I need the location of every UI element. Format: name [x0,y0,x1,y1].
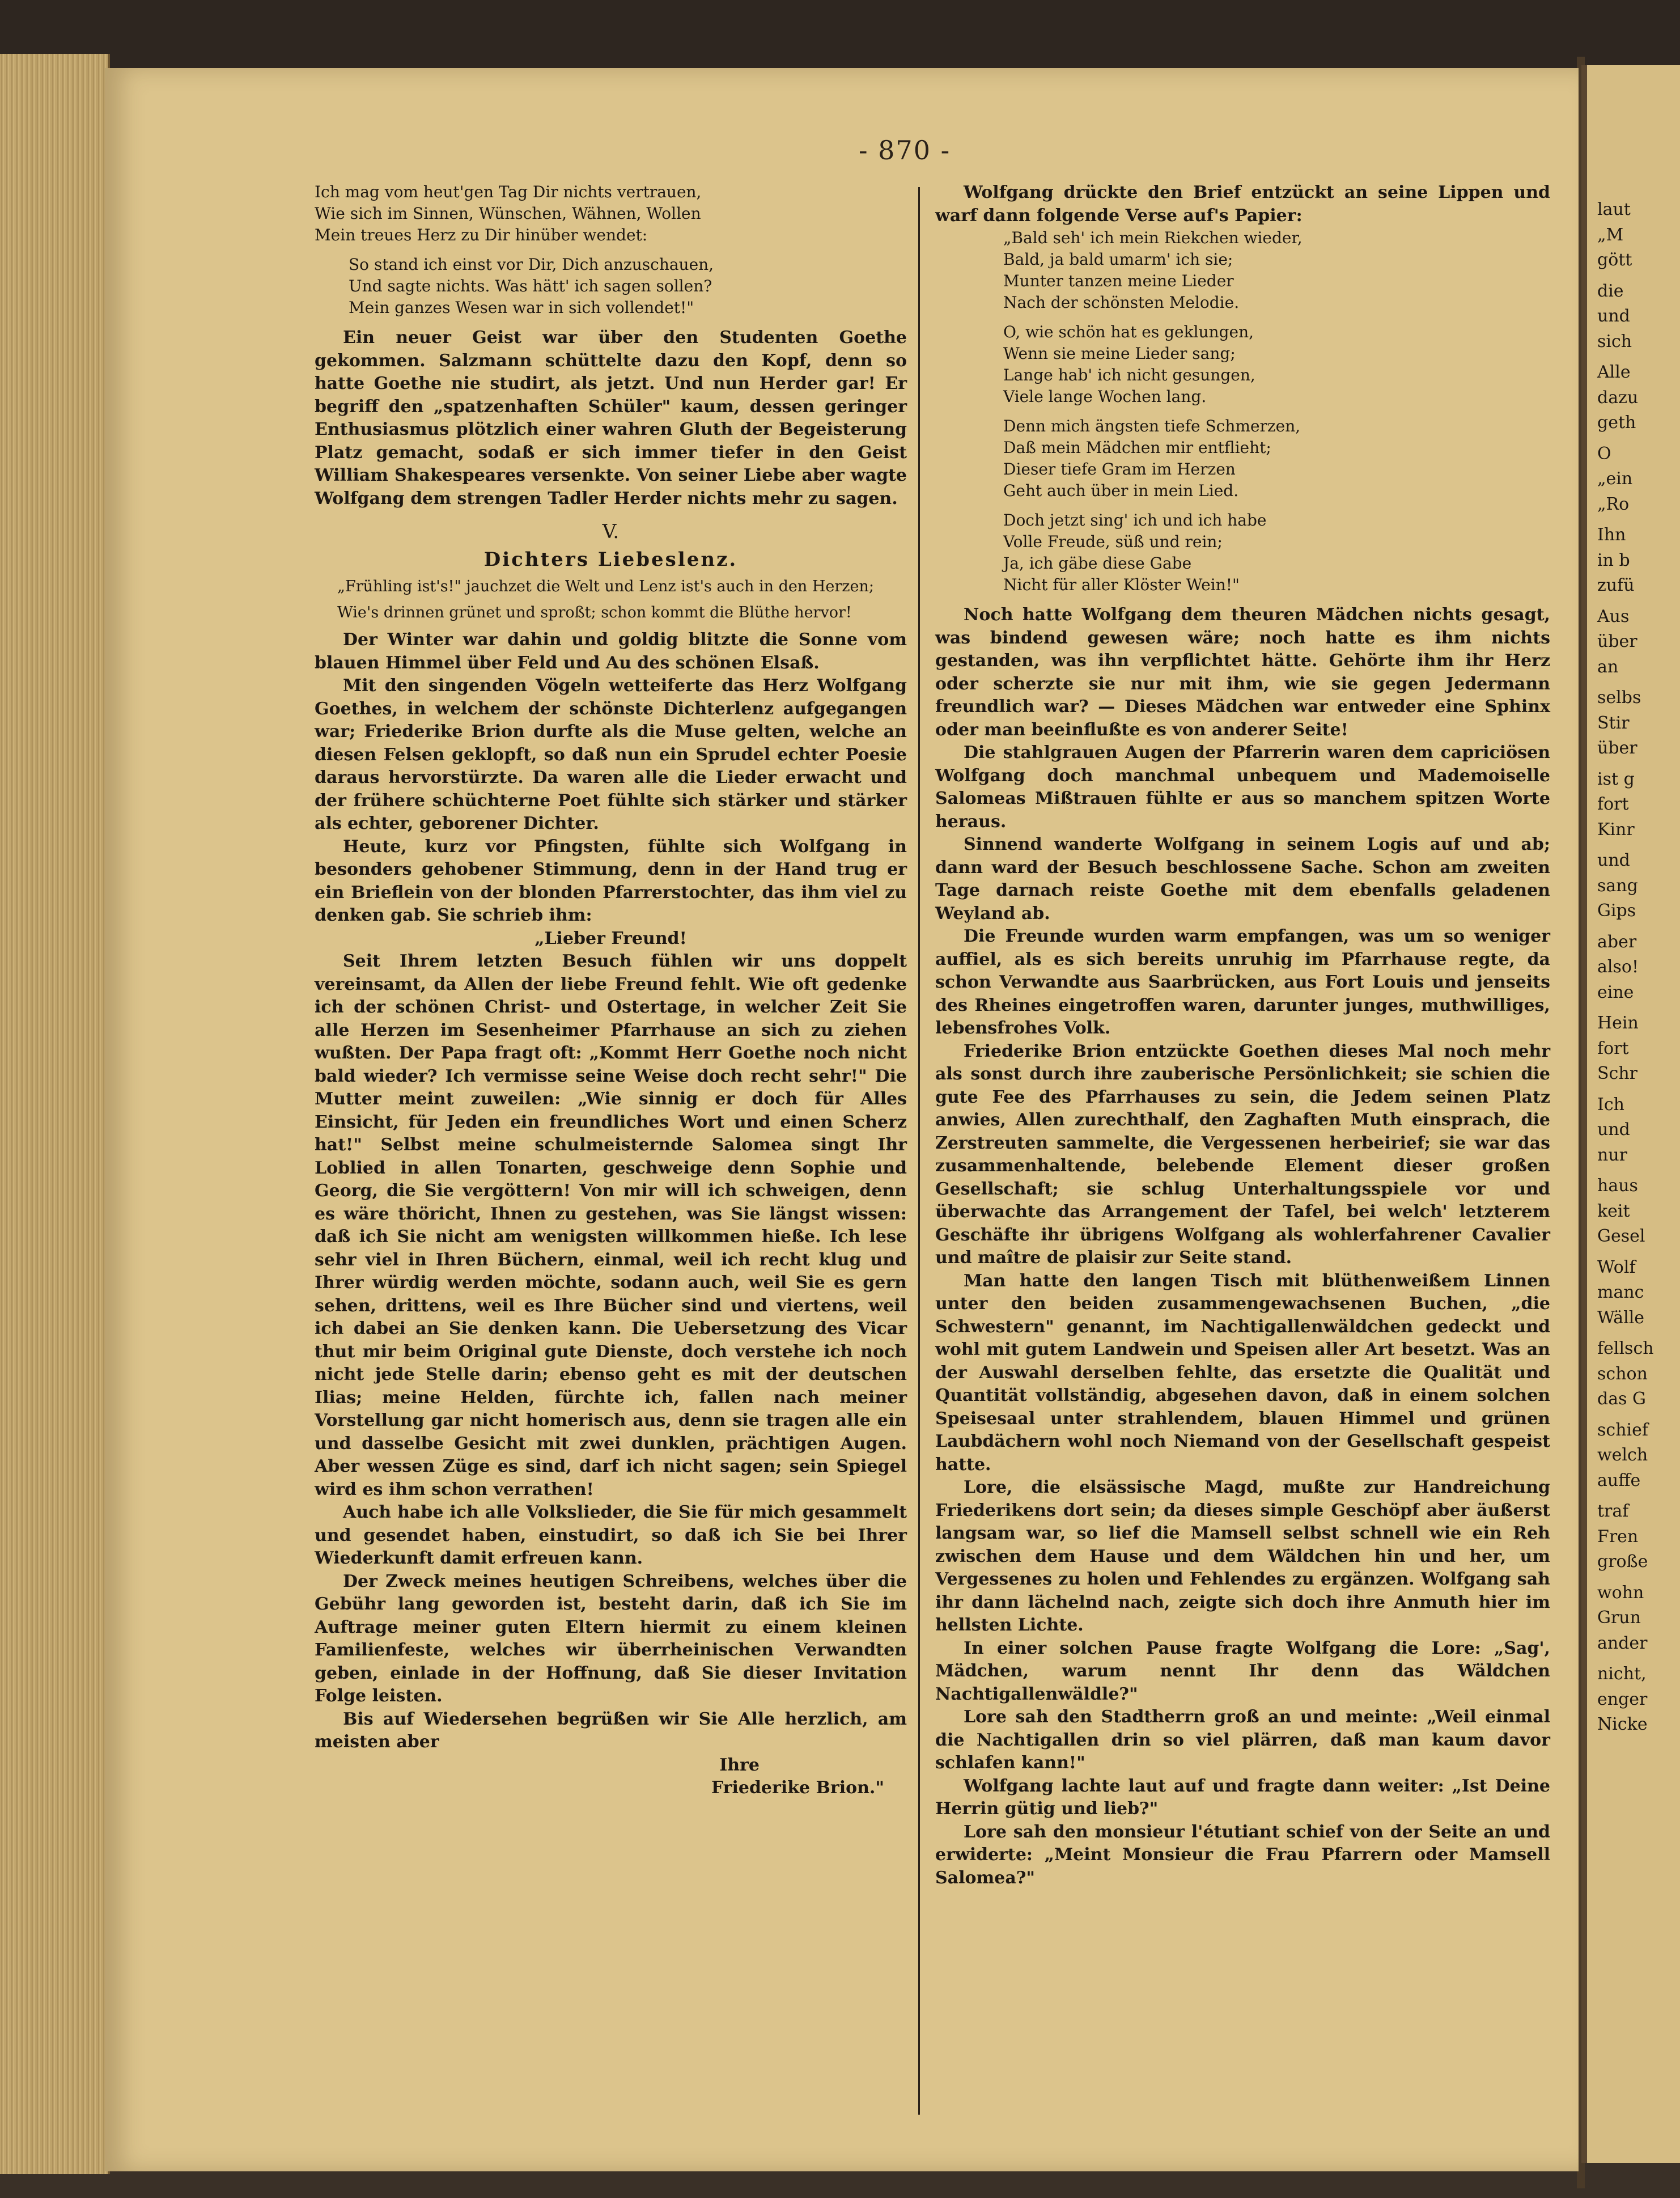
next-page-fragment: die [1597,281,1624,301]
next-page-fragment: Ich [1597,1094,1624,1115]
next-page-fragment: Gesel [1597,1226,1645,1246]
letter-salutation: „Lieber Freund! [534,928,687,948]
next-page-fragment: keit [1597,1201,1630,1221]
next-page-fragment: Kinr [1597,819,1635,840]
next-page-fragment: Ihn [1597,525,1626,545]
next-page-fragment: und [1597,1120,1630,1140]
next-page-fragment: O [1597,443,1611,464]
verse-line: Mein ganzes Wesen war in sich vollendet!" [349,298,694,317]
next-page-fragment: haus [1597,1176,1638,1196]
next-page-fragment: „Ro [1597,494,1630,514]
paragraph: Sinnend wanderte Wolfgang in seinem Logis auf und ab; dann ward der Besuch beschlossene Sache. Schon am zweiten Tage darnach reiste Goethe mit dem ebenfalls geladenen Weyland ab. [935,835,1550,924]
next-page-fragment: ander [1597,1633,1648,1653]
left-column [315,181,907,1800]
next-page-fragment: also! [1597,957,1639,977]
next-page-fragment: „M [1597,225,1624,245]
verse-line: Ja, ich gäbe diese Gabe [1003,554,1192,573]
verse-line: Viele lange Wochen lang. [1003,387,1207,406]
paragraph: Wolfgang lachte laut auf und fragte dann weiter: „Ist Deine Herrin gütig und lieb?" [935,1776,1550,1819]
verse-line: Wenn sie meine Lieder sang; [1003,344,1236,363]
next-page-fragment: Aus [1597,606,1630,626]
verse-line: Wie sich im Sinnen, Wünschen, Wähnen, Wollen [315,204,701,223]
next-page-fragment: Stir [1597,713,1630,733]
paragraph: Mit den singenden Vögeln wetteiferte das Herz Wolfgang Goethes, in welchem der schönste Dichterlenz aufgegangen war; Friederike Brion durfte als die Muse gelten, welche an diesen Felsen geklopft, so daß nun ein Sprudel echter Poesie daraus hervorstürzte. Da waren alle die Lieder erwacht und der frühere schüchterne Poet fühlte sich stärker und stärker als echter, geborener Dichter. [315,676,907,833]
next-page-fragment: Gips [1597,901,1636,921]
verse-line: Und sagte nichts. Was hätt' ich sagen sollen? [349,277,712,295]
next-page-fragment: an [1597,657,1619,677]
next-page-fragment: sich [1597,331,1632,351]
next-page-fragment: Nicke [1597,1714,1648,1734]
letter-paragraph: Der Zweck meines heutigen Schreibens, welches über die Gebühr lang geworden ist, besteht darin, daß ich Sie im Auftrage meiner guten Eltern hiermit zu einem kleinen Familienfeste, welches wir überrheinischen Verwandten geben, einlade in der Hoffnung, daß Sie dieser Invitation Folge leisten. [315,1571,907,1706]
next-page-fragment: laut [1597,200,1631,219]
next-page-fragment: fellsch [1597,1339,1654,1358]
verse-line: Volle Freude, süß und rein; [1003,532,1223,551]
verse-line: Dieser tiefe Gram im Herzen [1003,460,1236,478]
next-page-edge [1581,65,1680,2163]
verse-line: Lange hab' ich nicht gesungen, [1003,366,1255,384]
next-page-fragment: und [1597,850,1630,870]
page-number: - 870 - [859,135,951,166]
letter-signature: Friederike Brion." [711,1778,884,1798]
next-page-fragment: ist g [1597,769,1635,789]
paragraph: Wolfgang drückte den Brief entzückt an seine Lippen und warf dann folgende Verse auf's Papier: [935,183,1550,226]
verse-line: Bald, ja bald umarm' ich sie; [1003,250,1233,269]
paragraph: Man hatte den langen Tisch mit blüthenweißem Linnen unter den beiden zusammengewachsenen Buchen, „die Schwestern" genannt, im Nachtigallenwäldchen gedeckt und wohl mit gutem Landwein und Speisen aller Art besetzt. Was an der Auswahl derselben fehlte, das ersetzte die Qualität und Quantität vollständig, abgesehen davon, daß in einem solchen Speisesaal unter strahlendem, blauen Himmel und grünen Laubdächern wohl noch Niemand von der Gesellschaft gespeist hatte. [935,1270,1550,1475]
paragraph: Ein neuer Geist war über den Studenten Goethe gekommen. Salzmann schüttelte dazu den Kopf, denn so hatte Goethe nie studirt, als jetzt. Und nun Herder gar! Er begriff den „spatzenhaften Schüler" kaum, dessen geringer Enthusiasmus plötzlich einer wahren Gluth der Begeisterung Platz gemacht, sodaß er sich immer tiefer in den Geist William Shakespeares versenkte. Von seiner Liebe aber wagte Wolfgang dem strengen Tadler Herder nichts mehr zu sagen. [315,328,907,509]
letter-closing: Bis auf Wiedersehen begrüßen wir Sie Alle herzlich, am meisten aber [315,1709,907,1752]
paragraph: Die stahlgrauen Augen der Pfarrerin waren dem capriciösen Wolfgang doch manchmal unbequem und Mademoiselle Salomeas Mißtrauen fühlte er aus so manchem spitzen Worte heraus. [935,743,1550,832]
verse-line: Geht auch über in mein Lied. [1003,481,1239,500]
next-page-fragment: enger [1597,1689,1648,1709]
next-page-fragment: welch [1597,1445,1648,1465]
next-page-fragment: über [1597,632,1637,651]
column-rule [918,187,920,2115]
next-page-fragment: Fren [1597,1526,1639,1547]
letter-paragraph: Auch habe ich alle Volkslieder, die Sie für mich gesammelt und gesendet haben, einstudirt, so daß ich Sie bei Ihrer Wiederkunft damit erfreuen kann. [315,1502,907,1568]
next-page-fragment: große [1597,1552,1648,1572]
next-page-fragment: auffe [1597,1470,1641,1490]
next-page-fragment: gött [1597,250,1632,270]
verse-line: Munter tanzen meine Lieder [1003,272,1234,290]
next-page-fragment: Wolf [1597,1257,1636,1277]
verse-line: Nicht für aller Klöster Wein!" [1003,575,1240,594]
next-page-fragment: nicht, [1597,1664,1647,1684]
next-page-fragment: Schr [1597,1064,1638,1083]
next-page-fragment: über [1597,738,1637,758]
letter-closing-ihre: Ihre [719,1755,760,1775]
paragraph: Lore sah den Stadtherrn groß an und meinte: „Weil einmal die Nachtigallen drin so viel plärren, daß man kaum davor schlafen kann!" [935,1707,1550,1773]
next-page-fragment: manc [1597,1282,1644,1302]
verse-block-1 [315,181,907,319]
next-page-fragment: schon [1597,1363,1648,1384]
next-page-fragment: selbs [1597,688,1641,708]
next-page-fragment: fort [1597,1038,1629,1058]
scan-background [0,0,1680,68]
right-column [935,181,1550,1890]
verse-line: Nach der schönsten Melodie. [1003,293,1240,312]
next-page-fragment: traf [1597,1501,1629,1521]
paragraph: Die Freunde wurden warm empfangen, was um so weniger auffiel, als es sich bereits unruhig im Pfarrhause regte, da schon Verwandte aus Saarbrücken, aus Fort Louis und jenseits des Rheines eingetroffen waren, darunter junges, muthwilliges, lebensfrohes Volk. [935,926,1550,1038]
epigraph-line: „Frühling ist's!" jauchzet die Welt und Lenz ist's auch in den Herzen; [337,578,874,595]
verse-line: Mein treues Herz zu Dir hinüber wendet: [315,226,648,244]
next-page-fragment: Hein [1597,1013,1639,1033]
next-page-fragment: in b [1597,550,1630,570]
verse-line: „Bald seh' ich mein Riekchen wieder, [1003,228,1303,247]
next-page-fragment: wohn [1597,1582,1644,1603]
next-page-fragment: eine [1597,982,1634,1002]
verse-block-2 [935,227,1550,596]
epigraph-line: Wie's drinnen grünet und sproßt; schon kommt die Blüthe hervor! [337,604,852,621]
paragraph: Friederike Brion entzückte Goethen dieses Mal noch mehr als sonst durch ihre zauberische Persönlichkeit; sie schien die gute Fee des Pfarrhauses zu sein, die Jedem seinen Platz anwies, Allen zurechthalf, den Zaghaften Muth einsprach, die Zerstreuten sammelte, die Vergessenen herbeirief; sie war das zusammenhaltende, belebende Element dieser großen Gesellschaft; sie schlug Unterhaltungsspiele vor und überwachte das Arrangement der Tafel, bei welch' letzterem Geschäfte ihr übrigens Wolfgang als wohlerfahrener Cavalier und maître de plaisir zur Seite stand. [935,1041,1550,1268]
paragraph: In einer solchen Pause fragte Wolfgang die Lore: „Sag', Mädchen, warum nennt Ihr denn das Wäldchen Nachtigallenwäldle?" [935,1638,1550,1704]
section-number: V. [602,520,620,543]
paragraph: Lore, die elsässische Magd, mußte zur Handreichung Friederikens dort sein; da dieses simple Geschöpf aber äußerst langsam war, so lief die Mamsell selbst schnell wie ein Reh zwischen dem Hause und dem Wäldchen hin und her, um Vergessenes zu holen und Fehlendes zu ergänzen. Wolfgang sah ihr dann lächelnd nach, zeigte sich doch ihre Anmuth hier im hellsten Lichte. [935,1477,1550,1635]
book-page-edges [0,54,110,2174]
verse-line: Ich mag vom heut'gen Tag Dir nichts vertrauen, [315,183,702,201]
verse-line: Daß mein Mädchen mir entflieht; [1003,438,1271,457]
paragraph: Noch hatte Wolfgang dem theuren Mädchen nichts gesagt, was bindend gewesen wäre; noch hatte es ihm nichts gestanden, was ihn verpflichtet hätte. Gehörte ihm ihr Herz oder scherzte sie nur mit ihm, wie sie gegen Jedermann freundlich war? — Dieses Mädchen war entweder eine Sphinx oder man beeinflußte es von anderer Seite! [935,605,1550,740]
paragraph: Lore sah den monsieur l'étutiant schief von der Seite an und erwiderte: „Meint Monsieur die Frau Pfarrern oder Mamsell Salomea?" [935,1822,1550,1888]
verse-line: So stand ich einst vor Dir, Dich anzuschauen, [349,255,714,274]
next-page-fragment: Wälle [1597,1307,1645,1328]
letter-paragraph: Seit Ihrem letzten Besuch fühlen wir uns doppelt vereinsamt, da Allen der liebe Freund fehlt. Wie oft gedenke ich der schönen Christ- und Ostertage, in welcher Zeit Sie alle Herzen im Sesenheimer Pfarrhause an sich zu ziehen wußten. Der Papa fragt oft: „Kommt Herr Goethe noch nicht bald wieder? Ich vermisse seine Weise doch recht sehr!" Die Mutter meint zuweilen: „Wie sinnig er doch für Alles Einsicht, für Jeden ein freundliches Wort und einen Scherz hat!" Selbst meine schulmeisternde Salomea singt Ihr Loblied in allen Tonarten, geschweige denn Sophie und Georg, die Sie vergöttern! Von mir will ich schweigen, denn es wäre thöricht, Ihnen zu gestehen, was Sie längst wissen: daß ich Sie nicht am wenigsten willkommen hieße. Ich lese sehr viel in Ihren Büchern, einmal, weil ich recht klug und Ihrer würdig werden möchte, sodann auch, weil Sie es gern sehen, drittens, weil es Ihre Bücher sind und viertens, weil ich dabei an Sie denken kann. Die Uebersetzung des Vicar thut mir beim Original gute Dienste, doch verstehe ich noch nicht jede Stelle darin; ebenso geht es mit der deutschen Ilias; meine Helden, fürchte ich, fallen nach meiner Vorstellung gar nicht homerisch aus, denn sie tragen alle ein und dasselbe Gesicht mit zwei dunklen, prächtigen Augen. Aber wessen Züge es sind, darf ich nicht sagen; sein Spiegel wird es ihm schon verrathen! [315,951,907,1500]
next-page-fragment: fort [1597,794,1629,814]
verse-line: Doch jetzt sing' ich und ich habe [1003,511,1267,530]
next-page-fragment: aber [1597,931,1637,952]
next-page-fragment: zufü [1597,575,1635,595]
next-page-fragment: nur [1597,1145,1627,1165]
next-page-fragment: geth [1597,413,1636,433]
next-page-fragment: „ein [1597,469,1633,489]
next-page-fragment: schief [1597,1420,1648,1440]
next-page-fragment: und [1597,306,1630,326]
section-title: Dichters Liebeslenz. [483,548,738,571]
paragraph: Der Winter war dahin und goldig blitzte die Sonne vom blauen Himmel über Feld und Au des schönen Elsaß. [315,630,907,673]
next-page-fragment: das G [1597,1389,1646,1409]
paragraph: Heute, kurz vor Pfingsten, fühlte sich Wolfgang in besonders gehobener Stimmung, denn in der Hand trug er ein Brieflein von der blonden Pfarrerstochter, das ihm viel zu denken gab. Sie schrieb ihm: [315,836,907,925]
next-page-fragment: sang [1597,875,1638,896]
next-page-fragment: Grun [1597,1608,1641,1628]
verse-line: Denn mich ängsten tiefe Schmerzen, [1003,417,1301,435]
next-page-fragment: Alle [1597,362,1631,382]
verse-line: O, wie schön hat es geklungen, [1003,323,1254,341]
next-page-text [1597,198,1680,1744]
next-page-fragment: dazu [1597,387,1639,408]
